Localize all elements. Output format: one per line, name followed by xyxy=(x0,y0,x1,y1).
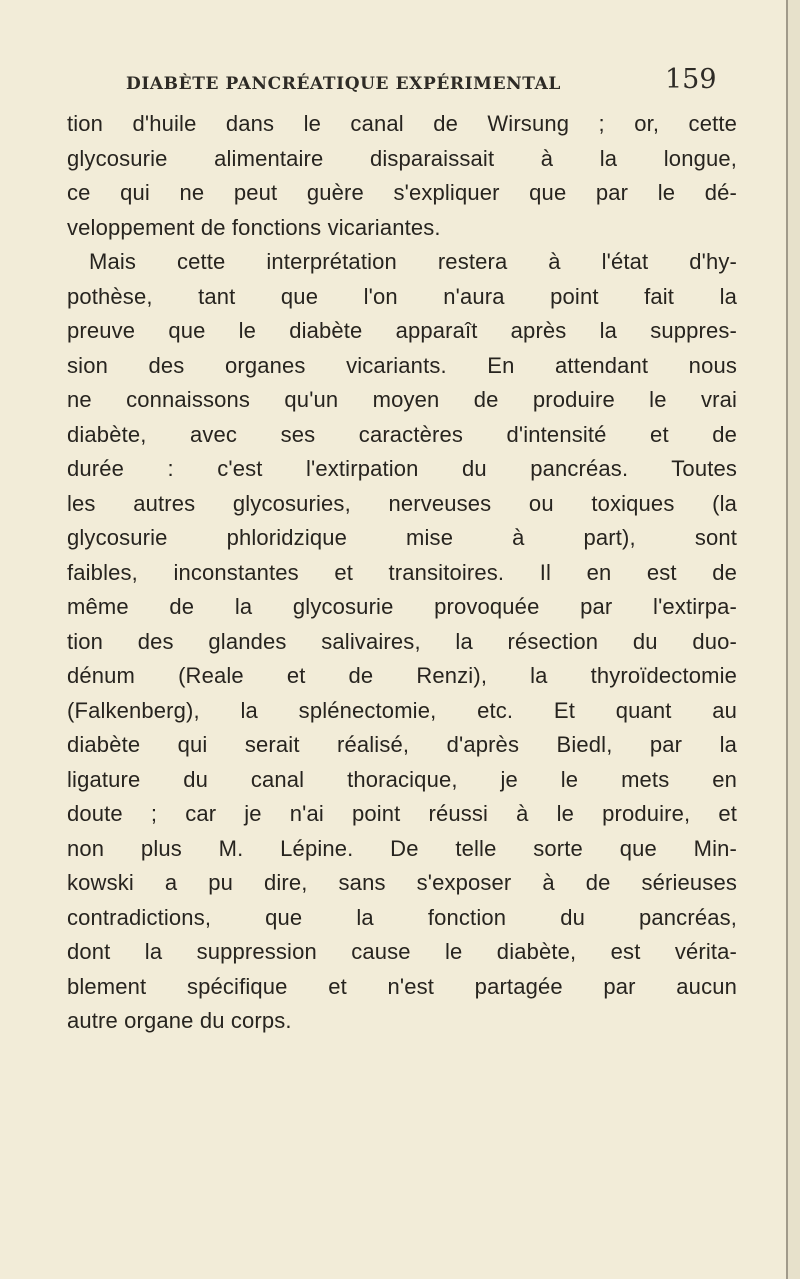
text-line: même de la glycosurie provoquée par l'extirpa- xyxy=(67,594,737,619)
text-line: dénum (Reale et de Renzi), la thyroïdectomie xyxy=(67,663,737,688)
text-line: autre organe du corps. xyxy=(67,1008,292,1033)
text-line: veloppement de fonctions vicariantes. xyxy=(67,214,441,240)
text-line: Mais cette interprétation restera à l'état d'hy- xyxy=(89,249,737,274)
text-line: ligature du canal thoracique, je le mets en xyxy=(67,766,737,792)
text-line: pothèse, tant que l'on n'aura point fait la xyxy=(67,283,737,309)
text-line: sion des organes vicariants. En attendant nous xyxy=(67,352,737,378)
text-line: contradictions, que la fonction du pancréas, xyxy=(67,904,737,930)
text-line: (Falkenberg), la splénectomie, etc. Et quant au xyxy=(67,697,737,723)
text-line: tion des glandes salivaires, la résection du duo- xyxy=(67,628,737,654)
running-title: DIABÈTE PANCRÉATIQUE EXPÉRIMENTAL xyxy=(126,74,561,94)
text-line: glycosurie alimentaire disparaissait à la longue, xyxy=(67,145,737,171)
text-line: tion d'huile dans le canal de Wirsung ; or, cette xyxy=(67,111,737,136)
text-line: diabète qui serait réalisé, d'après Biedl, par la xyxy=(67,732,737,757)
text-line: faibles, inconstantes et transitoires. Il en est de xyxy=(67,559,737,585)
text-line: diabète, avec ses caractères d'intensité et de xyxy=(67,421,737,447)
body-text xyxy=(67,107,737,1039)
page-edge-line xyxy=(786,0,788,1279)
text-line: kowski a pu dire, sans s'exposer à de sérieuses xyxy=(67,870,737,895)
text-line: glycosurie phloridzique mise à part), sont xyxy=(67,525,737,550)
text-line: dont la suppression cause le diabète, est vérita- xyxy=(67,939,737,964)
page-number: 159 xyxy=(665,64,717,95)
text-line: non plus M. Lépine. De telle sorte que Min- xyxy=(67,835,737,861)
text-line: ne connaissons qu'un moyen de produire le vrai xyxy=(67,387,737,412)
text-line: les autres glycosuries, nerveuses ou toxiques (la xyxy=(67,490,737,516)
text-line: preuve que le diabète apparaît après la suppres- xyxy=(67,318,737,343)
text-line: blement spécifique et n'est partagée par aucun xyxy=(67,973,737,999)
page-edge-shadow xyxy=(788,0,800,1279)
text-line: durée : c'est l'extirpation du pancréas. Toutes xyxy=(67,456,737,481)
text-line: ce qui ne peut guère s'expliquer que par le dé- xyxy=(67,180,737,205)
text-line: doute ; car je n'ai point réussi à le produire, et xyxy=(67,801,737,826)
